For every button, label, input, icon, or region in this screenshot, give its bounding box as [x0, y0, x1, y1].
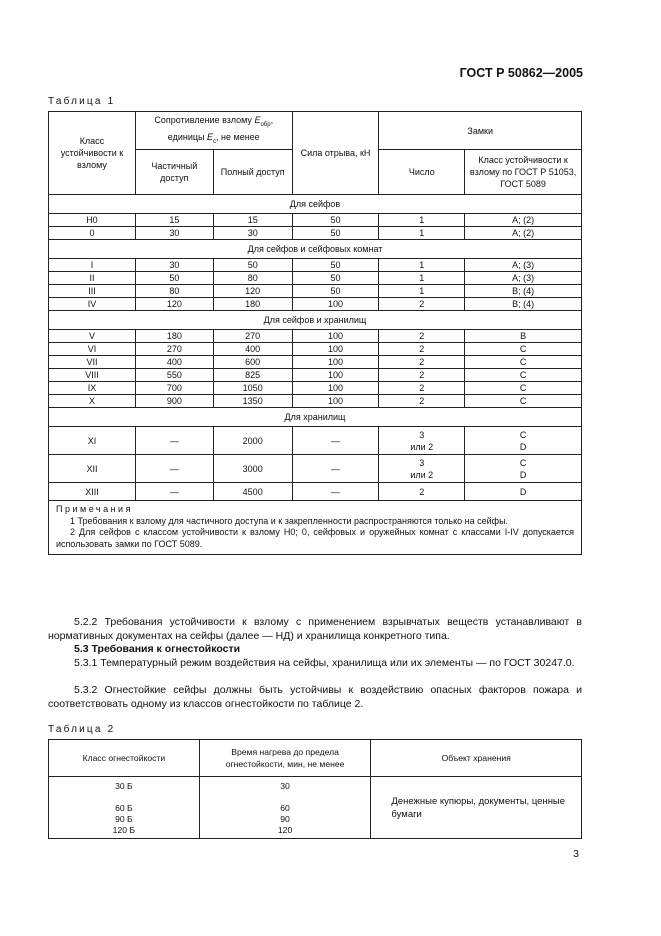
- table-row: II 50 80 50 1 А; (3): [49, 272, 582, 285]
- section-title: Для сейфов и сейфовых комнат: [49, 240, 582, 259]
- table-row: 0 30 30 50 1 А; (2): [49, 227, 582, 240]
- col-partial: Частичный доступ: [135, 150, 213, 195]
- table-row: XII — 3000 — 3 или 2 С D: [49, 455, 582, 483]
- paragraph-5-3-2: 5.3.2 Огнестойкие сейфы должны быть устойчивы к воздействию опасных факторов пожара и соответствовать одному из классов огнестойкости по таблице 2.: [48, 684, 582, 710]
- table-2: [48, 739, 582, 839]
- section-title: Для хранилищ: [49, 408, 582, 427]
- col-storage-object: Объект хранения: [371, 740, 582, 777]
- page-number: 3: [573, 848, 579, 860]
- col-force: Сила отрыва, кН: [292, 112, 379, 195]
- col-heat-time: Время нагрева до предела огнестойкости, мин, не менее: [199, 740, 371, 777]
- paragraph-5-3-1: 5.3.1 Температурный режим воздействия на сейфы, хранилища или их элементы — по ГОСТ 30247.0.: [74, 657, 575, 669]
- table-row: IV 120 180 100 2 В; (4): [49, 298, 582, 311]
- col-lock-class: Класс устойчивости к взлому по ГОСТ Р 51053, ГОСТ 5089: [465, 150, 582, 195]
- table-row: VII 400 600 100 2 С: [49, 356, 582, 369]
- col-class: Класс устойчивости к взлому: [49, 112, 136, 195]
- table-row: III 80 120 50 1 В; (4): [49, 285, 582, 298]
- table-row: 30 Б 60 Б 90 Б 120 Б 30 60 90 120 Денежные купюры, документы, ценные бумаги: [49, 777, 582, 839]
- table1-caption: Таблица 1: [48, 96, 116, 107]
- paragraph-5-2-2: 5.2.2 Требования устойчивости к взлому с применением взрывчатых веществ устанавливают в нормативных документах на сейфы (далее — НД) и хранилища конкретного типа.: [48, 616, 582, 642]
- table-row: VI 270 400 100 2 С: [49, 343, 582, 356]
- col-count: Число: [379, 150, 465, 195]
- col-resistance: Сопротивление взлому $E_{обр}$, единицы $E_c$, не менее: [135, 112, 292, 150]
- table-row: VIII 550 825 100 2 С: [49, 369, 582, 382]
- table1-notes: Примечания 1 Требования к взлому для частичного доступа и к закрепленности распространяются только на сейфы. 2 Для сейфов с классом устойчивости к взлому Н0; 0, сейфовых и оружейных комнат с классами I-IV допускается использовать замки по ГОСТ 5089.: [49, 501, 582, 555]
- table-1: [48, 111, 582, 555]
- col-fire-class: Класс огнестойкости: [49, 740, 200, 777]
- table-row: XI — 2000 — 3 или 2 С D: [49, 427, 582, 455]
- document-header: ГОСТ Р 50862—2005: [459, 66, 583, 80]
- section-heading-5-3: 5.3 Требования к огнестойкости: [74, 643, 241, 655]
- table-row: Н0 15 15 50 1 А; (2): [49, 214, 582, 227]
- table-row: V 180 270 100 2 В: [49, 330, 582, 343]
- table-row: I 30 50 50 1 А; (3): [49, 259, 582, 272]
- storage-object: Денежные купюры, документы, ценные бумаги: [371, 777, 582, 839]
- table-row: XIII — 4500 — 2 D: [49, 483, 582, 501]
- section-title: Для сейфов: [49, 195, 582, 214]
- section-title: Для сейфов и хранилищ: [49, 311, 582, 330]
- table-row: X 900 1350 100 2 С: [49, 395, 582, 408]
- col-locks: Замки: [379, 112, 582, 150]
- table2-caption: Таблица 2: [48, 724, 116, 735]
- table-row: IX 700 1050 100 2 С: [49, 382, 582, 395]
- col-full: Полный доступ: [213, 150, 292, 195]
